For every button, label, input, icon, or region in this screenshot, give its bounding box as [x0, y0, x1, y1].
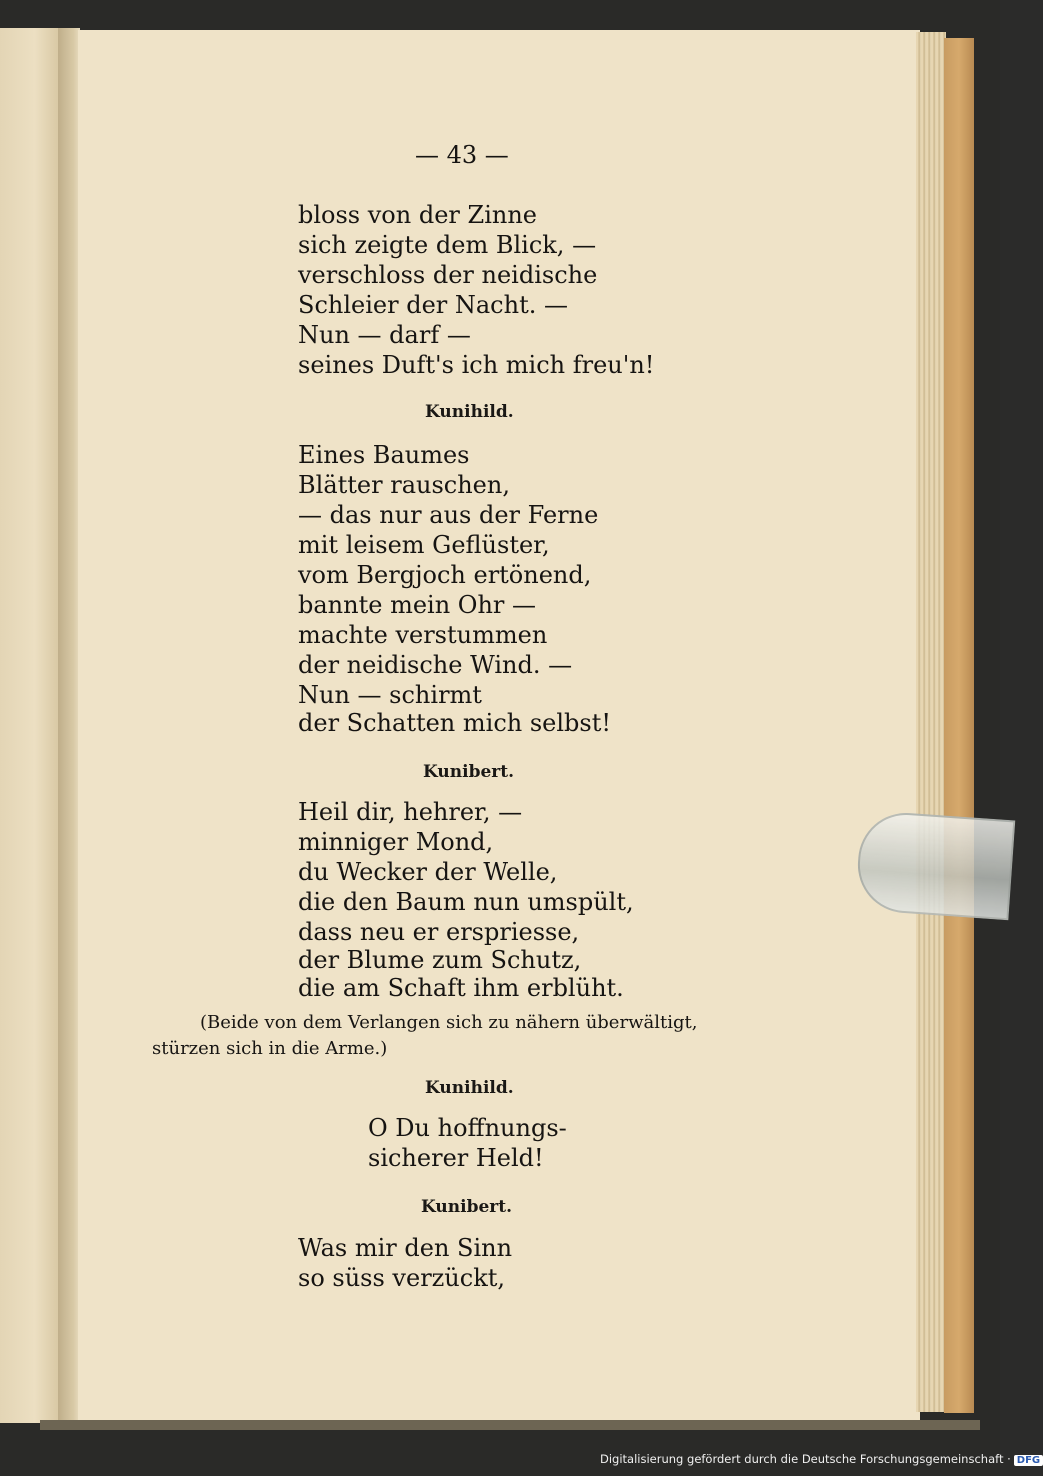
verse-line: sicherer Held!: [368, 1144, 544, 1172]
verse-line: du Wecker der Welle,: [298, 858, 558, 886]
book-cover-edge: [944, 38, 974, 1413]
verse-line: — das nur aus der Ferne: [298, 501, 599, 529]
verse-line: die den Baum nun umspült,: [298, 888, 634, 916]
verse-line: der neidische Wind. —: [298, 651, 573, 679]
verse-line: der Schatten mich selbst!: [298, 709, 612, 737]
verse-line: Was mir den Sinn: [298, 1234, 513, 1262]
verse-line: bloss von der Zinne: [298, 201, 537, 229]
verse-line: machte verstummen: [298, 621, 548, 649]
page-holder-clip: [855, 810, 1016, 920]
verse-line: Nun — darf —: [298, 321, 471, 349]
stage-direction-line: (Beide von dem Verlangen sich zu nähern überwältigt,: [200, 1012, 698, 1033]
verse-line: seines Duft's ich mich freu'n!: [298, 351, 655, 379]
verse-line: bannte mein Ohr —: [298, 591, 537, 619]
verse-line: der Blume zum Schutz,: [298, 946, 582, 974]
speaker-name: Kunihild.: [425, 1078, 514, 1098]
footer-text: Digitalisierung gefördert durch die Deutsche Forschungsgemeinschaft ·: [600, 1452, 1011, 1466]
page-number: — 43 —: [415, 141, 509, 169]
book-gutter: [58, 28, 80, 1423]
verse-line: Blätter rauschen,: [298, 471, 510, 499]
verse-line: mit leisem Geflüster,: [298, 531, 550, 559]
verse-line: vom Bergjoch ertönend,: [298, 561, 592, 589]
page-stack-edge: [916, 32, 946, 1412]
speaker-name: Kunibert.: [423, 762, 515, 782]
verse-line: Eines Baumes: [298, 441, 470, 469]
verse-line: Nun — schirmt: [298, 681, 482, 709]
verse-line: Schleier der Nacht. —: [298, 291, 568, 319]
book-bottom-edge: [40, 1420, 980, 1430]
stage-direction-line: stürzen sich in die Arme.): [152, 1038, 388, 1059]
verse-line: O Du hoffnungs-: [368, 1114, 567, 1142]
verse-line: dass neu er erspriesse,: [298, 918, 580, 946]
verse-line: verschloss der neidische: [298, 261, 598, 289]
verse-line: minniger Mond,: [298, 828, 494, 856]
speaker-name: Kunihild.: [425, 402, 514, 422]
speaker-name: Kunibert.: [421, 1197, 513, 1217]
digitization-footer: [600, 1452, 1043, 1466]
dfg-logo: DFG: [1014, 1455, 1043, 1466]
verse-line: so süss verzückt,: [298, 1264, 506, 1292]
verse-line: Heil dir, hehrer, —: [298, 798, 523, 826]
verse-line: sich zeigte dem Blick, —: [298, 231, 597, 259]
verse-line: die am Schaft ihm erblüht.: [298, 974, 624, 1002]
left-page-edge: [0, 28, 61, 1423]
